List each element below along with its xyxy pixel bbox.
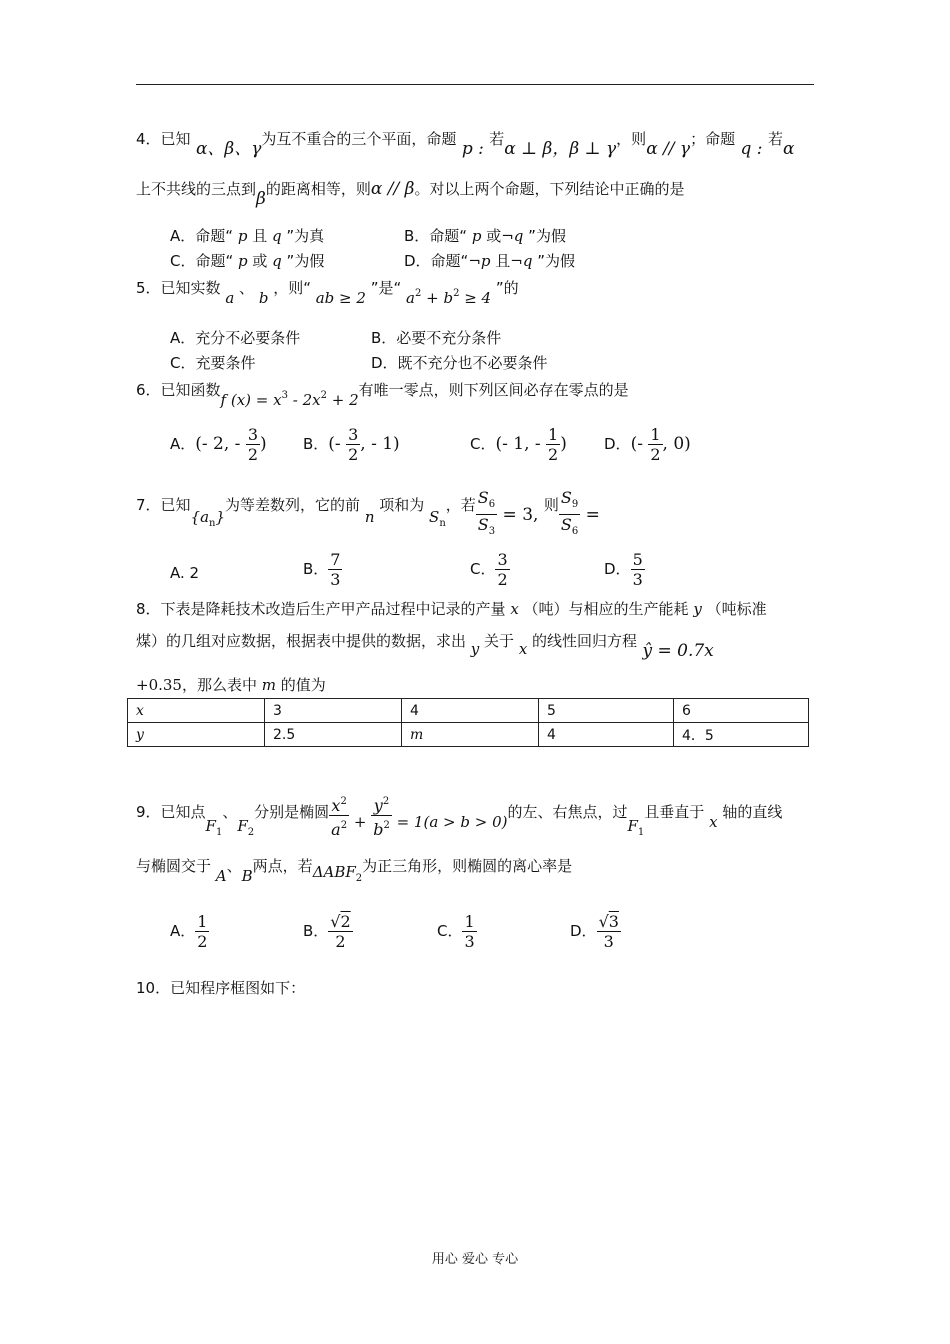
table-cell: 2.5 — [265, 723, 402, 747]
page-footer: 用心 爱心 专心 — [431, 1252, 519, 1267]
q5-stem: 5．已知实数 a 、 b ，则“ ab ≥ 2 ”是“ $a^2 + b^2 \ge 4$ ”的 — [136, 279, 519, 307]
table-cell: y — [128, 723, 265, 747]
q9-option-c: C． $\frac{1}{3}$ — [437, 912, 475, 951]
q4-option-a: A．命题“ p 且 q ”为真 — [170, 227, 325, 245]
q6-option-c: C．(- 1, - $\frac{1}{2}$ ) — [470, 425, 567, 464]
q5-option-d: D．既不充分也不必要条件 — [371, 354, 548, 372]
q4-line2: 上不共线的三点到β的距离相等，则α // β。对以上两个命题，下列结论中正确的是 — [136, 179, 685, 209]
table-cell: 4 — [402, 699, 539, 723]
q7-option-a: A. 2 — [170, 564, 200, 582]
q4-option-d: D．命题“¬p 且¬q ”为假 — [404, 252, 576, 270]
table-row — [128, 699, 809, 723]
q7-option-c: C． $\frac{3}{2}$ — [470, 550, 508, 589]
q8-line3: +0.35，那么表中 m 的值为 — [136, 676, 326, 694]
q6-stem: 6．已知函数f $(x) = x^3 - 2x^2 + 2$有唯一零点，则下列区间必存在零点的是 — [136, 381, 629, 409]
q8-data-table — [127, 698, 809, 747]
q8-line1: 8．下表是降耗技术改造后生产甲产品过程中记录的产量 x （吨）与相应的生产能耗 y （吨标准 — [136, 600, 767, 618]
q7-stem: 7．已知$\{a_n\}$为等差数列，它的前 n 项和为 $S_n$，若 $\frac{S_6}{S_3}$ = 3, 则 $\frac{S_9}{S_6}$ = — [136, 488, 600, 541]
table-cell: 4 — [539, 723, 674, 747]
q7-option-b: B． $\frac{7}{3}$ — [303, 550, 341, 589]
q4-option-c: C．命题“ p 或 q ”为假 — [170, 252, 325, 270]
q10-stem: 10．已知程序框图如下： — [136, 979, 306, 997]
q9-line2: 与椭圆交于 A、B两点，若$\Delta ABF_2$为正三角形，则椭圆的离心率是 — [136, 857, 573, 885]
q6-option-d: D．(- $\frac{1}{2}$ , 0) — [604, 425, 691, 464]
q4-line1: 4．已知 α、β、γ为互不重合的三个平面，命题 p : 若α ⊥ β，β ⊥ γ，则α // γ；命题 q : 若α — [136, 130, 795, 159]
q9-option-a: A． $\frac{1}{2}$ — [170, 912, 208, 951]
header-rule — [136, 84, 814, 85]
q5-option-a: A．充分不必要条件 — [170, 329, 301, 347]
table-cell: 4．5 — [674, 723, 809, 747]
q6-option-b: B．(- $\frac{3}{2}$ , - 1) — [303, 425, 400, 464]
q9-option-b: B． $\frac{√2}{2}$ — [303, 912, 351, 951]
table-cell: 6 — [674, 699, 809, 723]
q9-line1: 9．已知点$F_1$、$F_2$分别是椭圆 $\frac{x^2}{a^2}$ + $\frac{y^2}{b^2}$ = 1(a > b > 0)的左、右焦点，过$F_1$且垂直于 x 轴的直线 — [136, 796, 783, 839]
q5-option-c: C．充要条件 — [170, 354, 256, 372]
table-cell: x — [128, 699, 265, 723]
table-cell: 5 — [539, 699, 674, 723]
q7-option-d: D． $\frac{5}{3}$ — [604, 550, 643, 589]
q9-option-d: D． $\frac{√3}{3}$ — [570, 912, 619, 951]
table-row — [128, 723, 809, 747]
q5-option-b: B．必要不充分条件 — [371, 329, 502, 347]
table-cell: 3 — [265, 699, 402, 723]
q6-option-a: A．(- 2, - $\frac{3}{2}$ ) — [170, 425, 267, 464]
q4-option-b: B．命题“ p 或¬q ”为假 — [404, 227, 566, 245]
table-cell: m — [402, 723, 539, 747]
q8-line2: 煤）的几组对应数据，根据表中提供的数据，求出 y 关于 x 的线性回归方程 ŷ = 0.7x — [136, 632, 714, 661]
